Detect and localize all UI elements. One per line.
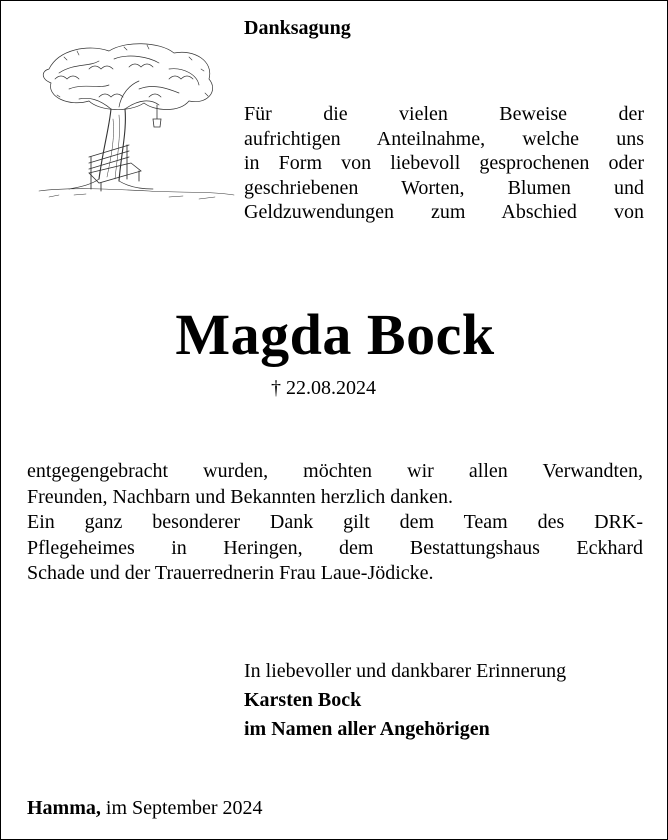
footer-date: im September 2024 [105,797,263,819]
closing-family: im Namen aller Angehörigen [244,718,490,740]
intro-paragraph [244,102,644,225]
signer-name: Karsten Bock [244,689,362,711]
intro-line: Geldzuwendungen zum Abschied von [244,201,644,223]
footer [27,797,263,820]
tree-with-bench-icon [29,39,237,205]
footer-place: Hamma, [27,797,101,819]
body-line: Pflegeheimes in Heringen, dem Bestattungshaus Eckhard [27,536,643,559]
deceased-name: Magda Bock [175,302,495,367]
body-line: Ein ganz besonderer Dank gilt dem Team des DRK- [27,511,643,533]
heading: Danksagung [244,17,351,39]
intro-line: in Form von liebevoll gesprochenen oder [244,152,644,174]
thanks-paragraph [27,459,643,587]
body-line: entgegengebracht wurden, möchten wir allen Verwandten, [27,460,643,482]
intro-line: aufrichtigen Anteilnahme, welche uns [244,127,644,150]
body-line: Freunden, Nachbarn und Bekannten herzlich danken. [27,485,453,508]
intro-line: Für die vielen Beweise der [244,103,644,125]
body-line: Schade und der Trauerrednerin Frau Laue-Jödicke. [27,562,434,584]
death-date: † 22.08.2024 [271,377,376,399]
closing-line: In liebevoller und dankbarer Erinnerung [244,660,567,682]
intro-line: geschriebenen Worten, Blumen und [244,176,644,199]
closing-block [244,657,644,744]
